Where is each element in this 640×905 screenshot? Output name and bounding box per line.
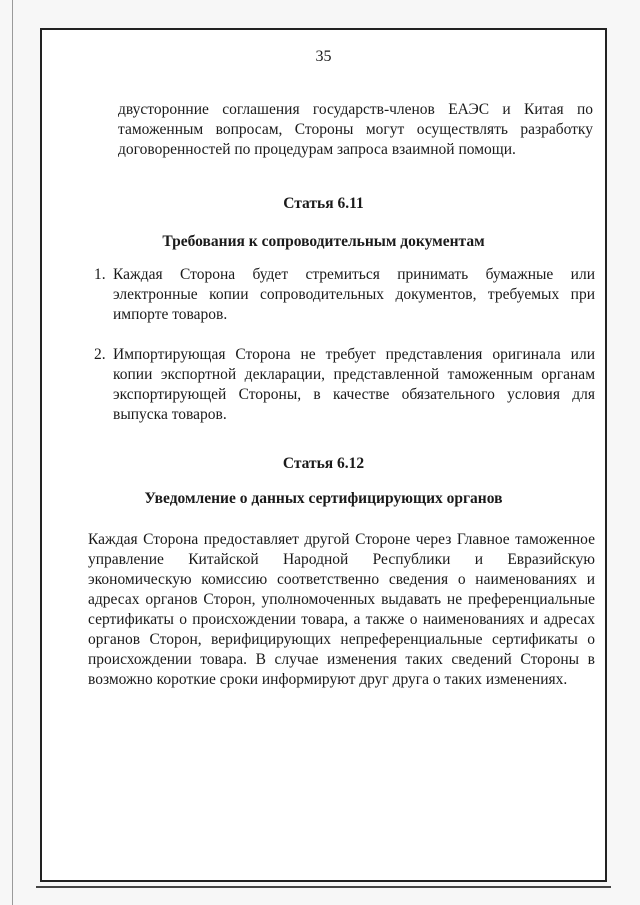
page-number: 35 (315, 48, 332, 65)
list-item-number: 2. (94, 346, 106, 363)
article-6-11-title: Требования к сопроводительным документам (162, 233, 485, 250)
list-item-number: 1. (94, 266, 106, 283)
intro-paragraph: двусторонние соглашения государств-членов ЕАЭС и Китая по таможенным вопросам, Стороны могут осуществлять разработку договоренностей по процедурам запроса взаимной помощи. (118, 101, 593, 158)
document-page (40, 28, 607, 882)
article-6-12-paragraph: Каждая Сторона предоставляет другой Стороне через Главное таможенное управление Китайской Народной Республики и Евразийскую экономическую комиссию соответственно сведения о наименованиях и адресах органов Сторон, уполномоченных выдавать не преференциальные сертификаты о происхождении товара, а также о наименованиях и адресах органов Сторон, верифицирующих непреференциальные сертификаты о происхождении товара. В случае изменения таких сведений Стороны в возможно короткие сроки информируют друг друга о таких изменениях. (88, 531, 595, 688)
list-item-text: Каждая Сторона будет стремиться принимать бумажные или электронные копии сопроводительных документов, требуемых при импорте товаров. (113, 266, 595, 323)
scan-left-rule (12, 0, 13, 905)
article-6-12-label: Статья 6.12 (282, 455, 365, 472)
article-6-11-label: Статья 6.11 (283, 195, 364, 212)
article-6-12-title: Уведомление о данных сертифицирующих органов (144, 490, 503, 507)
list-item-text: Импортирующая Сторона не требует представления оригинала или копии экспортной декларации, представленной таможенным органам экспортирующей Стороны, в качестве обязательного условия для выпуска товаров. (113, 346, 595, 423)
